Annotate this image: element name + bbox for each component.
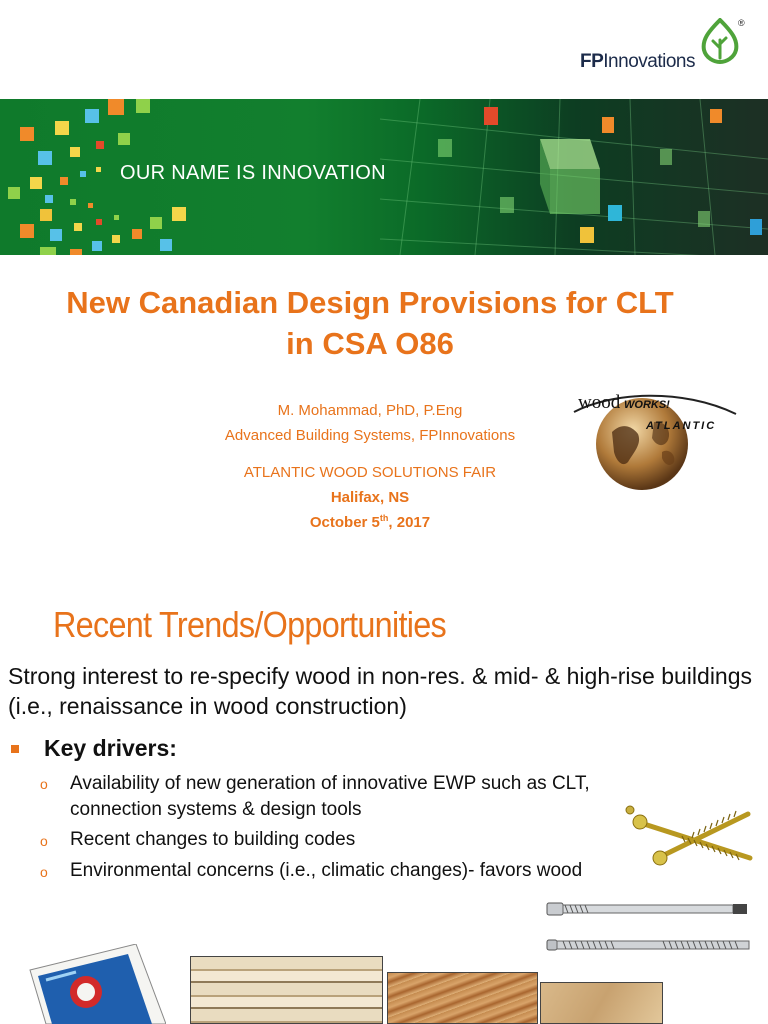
registered-mark: ®: [738, 18, 745, 28]
fpinnovations-logo: [578, 18, 758, 74]
clt-connection-image: [540, 982, 663, 1024]
screws-image: [622, 800, 758, 870]
circle-bullet-icon: o: [40, 864, 48, 880]
logo-word-wood: wood: [578, 392, 621, 413]
grid-cube-graphic: [380, 99, 768, 255]
circle-bullet-icon: o: [40, 833, 48, 849]
wood-grain-closeup-image: [387, 972, 538, 1024]
threaded-rod-image: [543, 934, 753, 956]
logo-wordmark: FPInnovations: [580, 51, 695, 72]
event-date: October 5th, 2017: [309, 513, 431, 531]
driver-item: Environmental concerns (i.e., climatic changes)- favors wood: [70, 860, 583, 881]
logo-word-atlantic: ATLANTIC: [646, 420, 717, 432]
leaf-icon: [698, 18, 742, 64]
event-location: Halifax, NS: [330, 489, 410, 506]
presenter-affiliation: Advanced Building Systems, FPInnovations: [224, 427, 516, 444]
banner-slogan: OUR NAME IS INNOVATION: [120, 162, 386, 184]
key-drivers-heading: Key drivers:: [44, 735, 177, 761]
clt-handbook-cover-image: [16, 944, 166, 1024]
logo-word-works: WORKS!: [624, 399, 670, 411]
event-name: ATLANTIC WOOD SOLUTIONS FAIR: [243, 464, 497, 481]
intro-paragraph: Strong interest to re-specify wood in non-res. & mid- & high-rise buildings (i.e., renaissance in wood construction): [8, 663, 753, 719]
driver-item-continued: connection systems & design tools: [70, 799, 362, 820]
presentation-title: [0, 282, 740, 364]
woodworks-atlantic-logo: [572, 382, 742, 494]
clt-panel-layers-image: [190, 956, 383, 1024]
circle-bullet-icon: o: [40, 776, 48, 792]
driver-item: Recent changes to building codes: [70, 829, 356, 850]
driver-item: Availability of new generation of innovative EWP such as CLT,: [70, 773, 590, 794]
section-title: Recent Trends/Opportunities: [53, 604, 446, 645]
title-line-2: in CSA O86: [286, 326, 454, 361]
title-line-1: New Canadian Design Provisions for CLT: [66, 285, 674, 320]
threaded-bolt-image: [543, 898, 753, 920]
presenter-name: M. Mohammad, PhD, P.Eng: [277, 402, 463, 419]
square-bullet-icon: [11, 745, 19, 753]
innovation-banner: [0, 99, 768, 255]
